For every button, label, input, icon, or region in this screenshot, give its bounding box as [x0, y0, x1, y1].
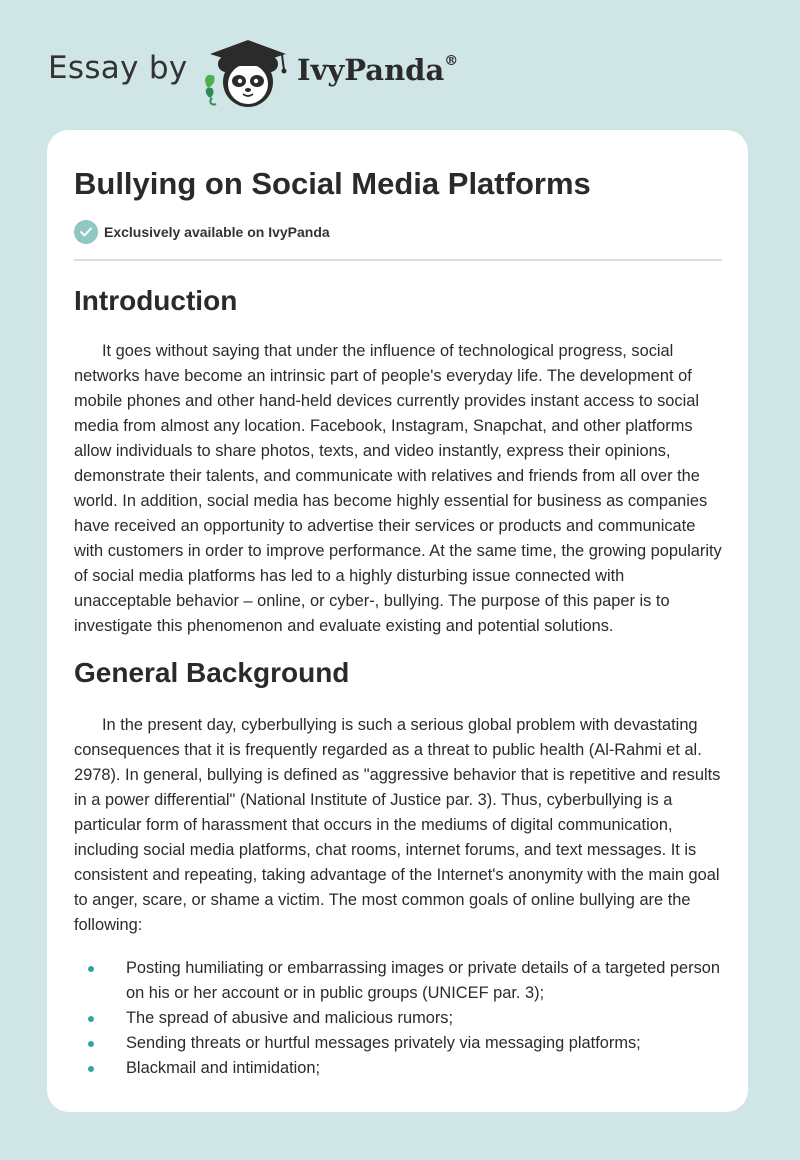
list-item: [74, 1056, 722, 1081]
section-heading-general-background: General Background: [74, 657, 350, 688]
exclusive-badge: [74, 220, 722, 244]
bullet-icon: [88, 1041, 94, 1047]
list-item-text: The spread of abusive and malicious rumors;: [126, 1009, 454, 1027]
list-item-text: Sending threats or hurtful messages privately via messaging platforms;: [126, 1034, 641, 1052]
section-heading-introduction: Introduction: [74, 285, 238, 316]
site-header: [0, 0, 800, 130]
essay-by-label: Essay by: [48, 50, 188, 86]
exclusive-label: Exclusively available on IvyPanda: [104, 224, 330, 240]
list-item: [74, 1006, 722, 1031]
bullying-goals-list: [74, 956, 722, 1081]
bullet-icon: [88, 1016, 94, 1022]
background-paragraph: In the present day, cyberbullying is such a serious global problem with devastating consequences that it is frequently regarded as a threat to public health (Al-Rahmi et al. 2978). In general, bullying is defined as "aggressive behavior that is repetitive and results in a power differential" (National Institute of Justice par. 3). Thus, cyberbullying is a particular form of harassment that occurs in the mediums of digital communication, including social media platforms, chat rooms, internet forums, and text messages. It is consistent and repeating, taking advantage of the Internet's anonymity with the main goal to anger, scare, or shame a victim. The most common goals of online bullying are the following:: [74, 716, 721, 934]
title-divider: [74, 259, 722, 261]
essay-content: [47, 130, 748, 1081]
bullet-icon: [88, 1066, 94, 1072]
registered-mark: ®: [444, 53, 459, 70]
check-icon: [74, 220, 98, 244]
panda-logo-icon[interactable]: [200, 36, 296, 110]
introduction-paragraph: It goes without saying that under the influence of technological progress, social networks have become an intrinsic part of people's everyday life. The development of mobile phones and other hand-held devices currently provides instant access to social media from almost any location. Facebook, Instagram, Snapchat, and other platforms allow individuals to share photos, texts, and video instantly, express their opinions, demonstrate their talents, and communicate with relatives and friends from all over the world. In addition, social media has become highly essential for business as companies have received an opportunity to advertise their services or products and communicate with customers in order to improve performance. At the same time, the growing popularity of social media platforms has led to a highly disturbing issue connected with unacceptable behavior – online, or cyber-, bullying. The purpose of this paper is to investigate this phenomenon and evaluate existing and potential solutions.: [74, 342, 722, 635]
brand-name[interactable]: IvyPanda®: [297, 53, 459, 87]
page-title: Bullying on Social Media Platforms: [74, 166, 591, 201]
list-item: [74, 1031, 722, 1056]
list-item-text: Posting humiliating or embarrassing images or private details of a targeted person on his or her account or in public groups (UNICEF par. 3);: [126, 959, 721, 1002]
essay-card: [47, 130, 748, 1112]
list-item-text: Blackmail and intimidation;: [126, 1059, 321, 1077]
list-item: [74, 956, 722, 1006]
bullet-icon: [88, 966, 94, 972]
